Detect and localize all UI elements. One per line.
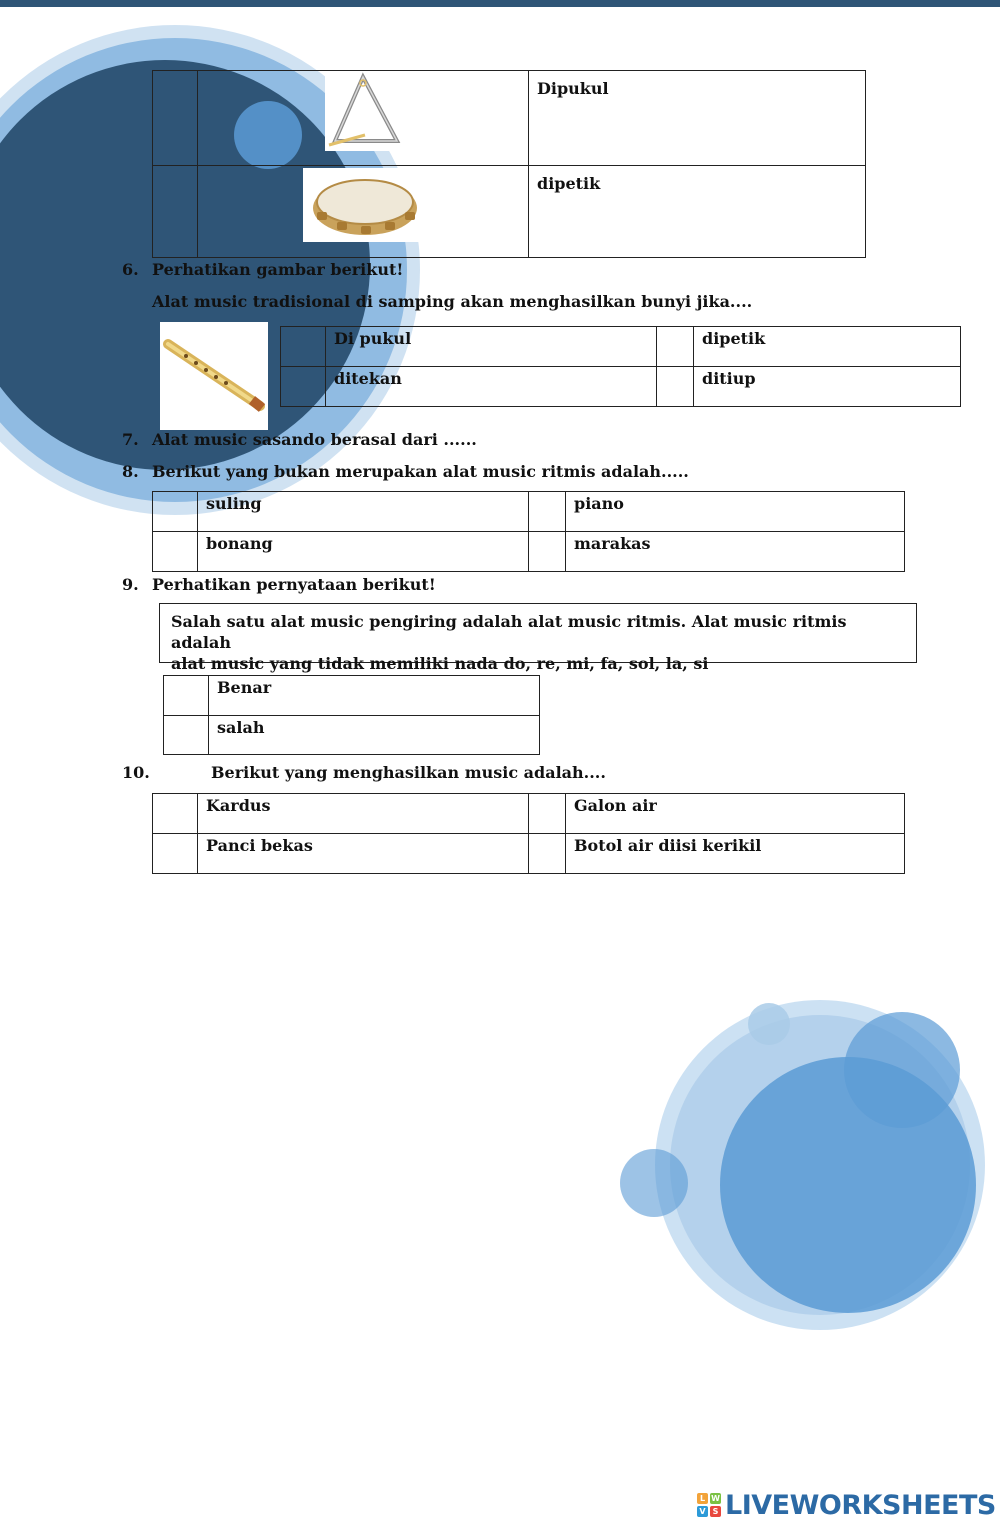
option-cell	[566, 794, 905, 834]
answer-checkbox[interactable]	[153, 532, 198, 572]
option-cell	[198, 794, 529, 834]
logo-mark-letter: W	[711, 1494, 720, 1503]
answer-checkbox[interactable]	[657, 327, 694, 367]
table-row	[164, 716, 540, 755]
answer-checkbox[interactable]	[153, 71, 198, 166]
answer-checkbox[interactable]	[164, 676, 209, 716]
table-row	[153, 532, 905, 572]
answer-cell	[529, 166, 866, 258]
option-text: Galon air	[574, 796, 657, 815]
answer-checkbox[interactable]	[153, 834, 198, 874]
option-cell	[209, 716, 540, 755]
triangle-instrument-image	[325, 71, 403, 151]
q7-number: 7.	[122, 430, 139, 449]
option-text: Kardus	[206, 796, 271, 815]
bottom-right-splash	[620, 1000, 985, 1330]
option-text: ditiup	[702, 369, 756, 388]
answer-checkbox[interactable]	[153, 794, 198, 834]
answer-checkbox[interactable]	[529, 532, 566, 572]
option-text: Panci bekas	[206, 836, 313, 855]
q8-number: 8.	[122, 462, 139, 481]
q6-prompt: Perhatikan gambar berikut!	[152, 260, 404, 279]
statement-line: Salah satu alat music pengiring adalah alat music ritmis. Alat music ritmis adalah	[171, 612, 847, 652]
liveworksheets-logo[interactable]	[697, 1488, 996, 1522]
answer-checkbox[interactable]	[529, 492, 566, 532]
option-cell	[694, 367, 961, 407]
option-cell	[326, 327, 657, 367]
q7-prompt: Alat music sasando berasal dari ......	[152, 430, 477, 449]
logo-text: LIVEWORKSHEETS	[725, 1489, 996, 1521]
option-text: salah	[217, 718, 265, 737]
picture-cell	[198, 166, 529, 258]
logo-mark-letter: V	[697, 1506, 708, 1517]
option-cell	[198, 532, 529, 572]
statement-line: alat music yang tidak memiliki nada do, re, mi, fa, sol, la, si	[171, 654, 709, 673]
answer-cell	[529, 71, 866, 166]
logo-mark-icon	[697, 1493, 721, 1517]
table-row	[281, 367, 961, 407]
option-cell	[566, 834, 905, 874]
table-row	[153, 794, 905, 834]
q6-subprompt: Alat music tradisional di samping akan menghasilkan bunyi jika....	[152, 292, 753, 311]
option-cell	[566, 532, 905, 572]
option-text: dipetik	[702, 329, 766, 348]
q9-number: 9.	[122, 575, 139, 594]
option-text: Botol air diisi kerikil	[574, 836, 762, 855]
answer-checkbox[interactable]	[281, 327, 326, 367]
option-cell	[566, 492, 905, 532]
table-row	[164, 676, 540, 716]
answer-checkbox[interactable]	[153, 492, 198, 532]
option-text: Di pukul	[334, 329, 412, 348]
suling-flute-image	[160, 322, 268, 430]
option-text: ditekan	[334, 369, 402, 388]
q8-options-table	[152, 491, 905, 572]
answer-checkbox[interactable]	[281, 367, 326, 407]
q9-statement-box	[159, 603, 917, 673]
option-text: piano	[574, 494, 624, 513]
q6-number: 6.	[122, 260, 139, 279]
table-row	[153, 834, 905, 874]
option-text: marakas	[574, 534, 651, 553]
answer-checkbox[interactable]	[529, 834, 566, 874]
q9-prompt: Perhatikan pernyataan berikut!	[152, 575, 436, 594]
option-text: Benar	[217, 678, 272, 697]
q5-table	[152, 70, 866, 258]
q10-number: 10.	[122, 763, 150, 782]
q9-options-table	[163, 675, 540, 755]
table-row	[153, 71, 866, 166]
answer-checkbox[interactable]	[529, 794, 566, 834]
tambourine-image	[303, 168, 433, 242]
option-cell	[209, 676, 540, 716]
table-row	[281, 327, 961, 367]
answer-checkbox[interactable]	[164, 716, 209, 755]
option-text: suling	[206, 494, 262, 513]
answer-text: Dipukul	[537, 79, 609, 98]
answer-checkbox[interactable]	[153, 166, 198, 258]
option-cell	[198, 834, 529, 874]
q8-prompt: Berikut yang bukan merupakan alat music ritmis adalah.....	[152, 462, 689, 481]
picture-cell	[198, 71, 529, 166]
answer-checkbox[interactable]	[657, 367, 694, 407]
option-cell	[326, 367, 657, 407]
q10-prompt: Berikut yang menghasilkan music adalah....	[211, 763, 606, 782]
option-cell	[694, 327, 961, 367]
logo-mark-letter: S	[710, 1506, 721, 1517]
option-text: bonang	[206, 534, 273, 553]
answer-text: dipetik	[537, 174, 601, 193]
table-row	[153, 166, 866, 258]
q10-options-table	[152, 793, 905, 874]
q6-options-table	[280, 326, 961, 407]
option-cell	[198, 492, 529, 532]
table-row	[153, 492, 905, 532]
logo-mark-letter: L	[697, 1493, 708, 1504]
